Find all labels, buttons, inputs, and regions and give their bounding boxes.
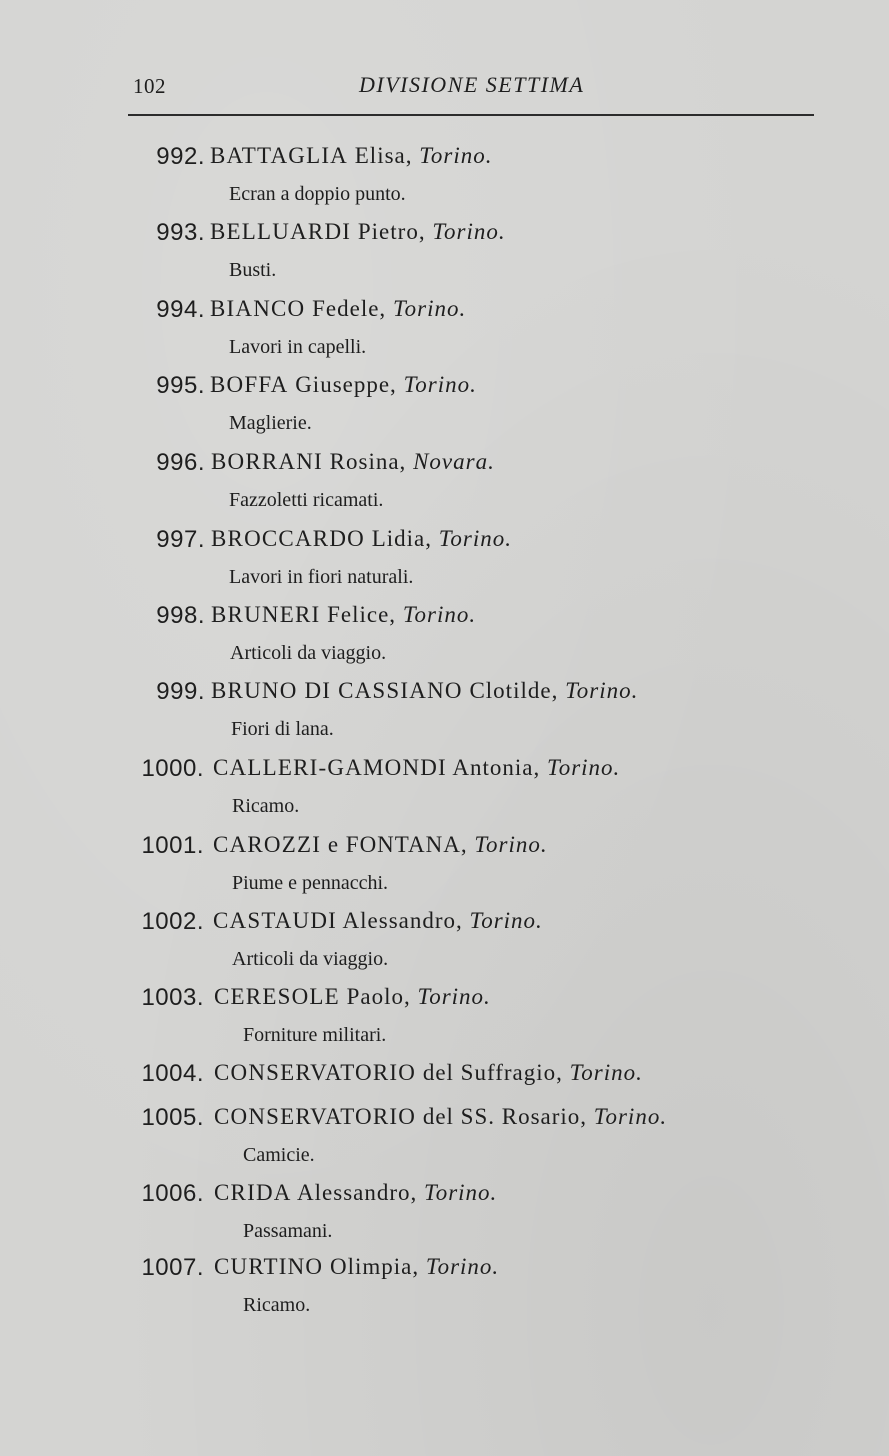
exhibitor-surname: CALLERI-GAMONDI	[213, 755, 447, 780]
exhibitor-given: Paolo,	[346, 984, 411, 1009]
entry-description: Camicie.	[243, 1144, 315, 1166]
entry-number: 993.	[156, 219, 205, 246]
exhibitor-given: Fedele,	[312, 296, 387, 321]
exhibitor-town: Torino.	[593, 1104, 668, 1129]
exhibitor-surname: BATTAGLIA	[210, 143, 348, 168]
entry-number: 1002.	[141, 908, 204, 935]
exhibitor-surname: CURTINO	[214, 1254, 324, 1279]
exhibitor-name	[210, 372, 477, 398]
exhibitor-name	[210, 143, 493, 169]
exhibitor-surname: BELLUARDI	[210, 219, 352, 244]
entry-number: 999.	[156, 678, 205, 705]
entry-description: Piume e pennacchi.	[232, 872, 389, 894]
exhibitor-surname: BRUNERI	[211, 602, 321, 627]
exhibitor-surname: BOFFA	[210, 372, 289, 397]
entry-description: Busti.	[229, 259, 277, 281]
entry-number: 994.	[156, 296, 205, 323]
exhibitor-given: Alessandro,	[297, 1180, 418, 1205]
exhibitor-name	[214, 1104, 667, 1130]
exhibitor-given: Elisa,	[354, 143, 413, 168]
exhibitor-given: e FONTANA,	[327, 832, 468, 857]
entry-description: Lavori in fiori naturali.	[229, 566, 414, 588]
exhibitor-name	[214, 1060, 643, 1086]
exhibitor-given: Rosina,	[329, 449, 407, 474]
entry-number: 1005.	[141, 1104, 204, 1131]
entry-number: 1001.	[141, 832, 204, 859]
exhibitor-given: Alessandro,	[342, 908, 463, 933]
exhibitor-town: Torino.	[402, 602, 477, 627]
exhibitor-town: Novara.	[413, 449, 495, 474]
exhibitor-town: Torino.	[474, 832, 548, 857]
page-number: 102	[133, 74, 166, 98]
exhibitor-given: Pietro,	[357, 219, 426, 244]
exhibitor-town: Torino.	[547, 755, 621, 780]
exhibitor-name	[211, 449, 495, 475]
exhibitor-town: Torino.	[403, 372, 477, 397]
exhibitor-town: Torino.	[419, 143, 493, 168]
exhibitor-surname: CONSERVATORIO	[214, 1104, 417, 1129]
exhibitor-surname: BRUNO DI CASSIANO	[211, 678, 463, 703]
exhibitor-name	[213, 908, 543, 934]
entry-description: Articoli da viaggio.	[232, 948, 389, 970]
exhibitor-town: Torino.	[425, 1254, 500, 1279]
exhibitor-town: Torino.	[469, 908, 543, 933]
exhibitor-surname: CRIDA	[214, 1180, 292, 1205]
entry-description: Passamani.	[243, 1220, 333, 1242]
exhibitor-surname: CONSERVATORIO	[214, 1060, 417, 1085]
entry-description: Articoli da viaggio.	[230, 642, 387, 664]
exhibitor-name	[214, 1254, 499, 1280]
entry-number: 1007.	[141, 1254, 204, 1281]
exhibitor-given: Antonia,	[452, 755, 541, 780]
header-rule	[128, 114, 814, 116]
exhibitor-town: Torino.	[565, 678, 639, 703]
exhibitor-name	[211, 678, 638, 704]
exhibitor-town: Torino.	[424, 1180, 498, 1205]
exhibitor-town: Torino.	[438, 526, 513, 551]
exhibitor-name	[214, 1180, 497, 1206]
exhibitor-given: Giuseppe,	[295, 372, 397, 397]
page-header	[0, 66, 889, 106]
entry-number: 997.	[156, 526, 205, 553]
entry-number: 1006.	[141, 1180, 204, 1207]
exhibitor-surname: CAROZZI	[213, 832, 322, 857]
exhibitor-surname: BORRANI	[211, 449, 323, 474]
exhibitor-surname: CERESOLE	[214, 984, 340, 1009]
exhibitor-name	[213, 832, 548, 858]
exhibitor-town: Torino.	[417, 984, 491, 1009]
entry-number: 996.	[156, 449, 205, 476]
exhibitor-name	[210, 296, 466, 322]
exhibitor-surname: CASTAUDI	[213, 908, 338, 933]
entry-description: Maglierie.	[229, 412, 312, 434]
entry-description: Lavori in capelli.	[229, 336, 367, 358]
exhibitor-name	[211, 526, 512, 552]
entry-number: 998.	[156, 602, 205, 629]
entry-number: 992.	[156, 143, 205, 170]
exhibitor-town: Torino.	[392, 296, 467, 321]
exhibitor-surname: BIANCO	[210, 296, 306, 321]
exhibitor-name	[214, 984, 491, 1010]
entry-description: Ecran a doppio punto.	[229, 183, 406, 205]
exhibitor-given: Olimpia,	[330, 1254, 420, 1279]
exhibitor-name	[210, 219, 506, 245]
exhibitor-given: Lidia,	[371, 526, 432, 551]
exhibitor-given: Clotilde,	[469, 678, 559, 703]
entry-number: 1000.	[141, 755, 204, 782]
entry-number: 1004.	[141, 1060, 204, 1087]
entry-description: Fazzoletti ricamati.	[229, 489, 384, 511]
exhibitor-given: Felice,	[327, 602, 397, 627]
exhibitor-surname: BROCCARDO	[211, 526, 365, 551]
running-title: DIVISIONE SETTIMA	[359, 72, 585, 97]
exhibitor-given: del Suffragio,	[422, 1060, 563, 1085]
exhibitor-name	[213, 755, 620, 781]
entry-number: 1003.	[141, 984, 204, 1011]
exhibitor-town: Torino.	[432, 219, 506, 244]
exhibitor-name	[211, 602, 476, 628]
entry-number: 995.	[156, 372, 205, 399]
entry-description: Forniture militari.	[243, 1024, 387, 1046]
entry-description: Ricamo.	[243, 1294, 311, 1316]
entry-description: Fiori di lana.	[231, 718, 334, 740]
exhibitor-given: del SS. Rosario,	[422, 1104, 588, 1129]
exhibitor-town: Torino.	[569, 1060, 643, 1085]
entry-description: Ricamo.	[232, 795, 300, 817]
